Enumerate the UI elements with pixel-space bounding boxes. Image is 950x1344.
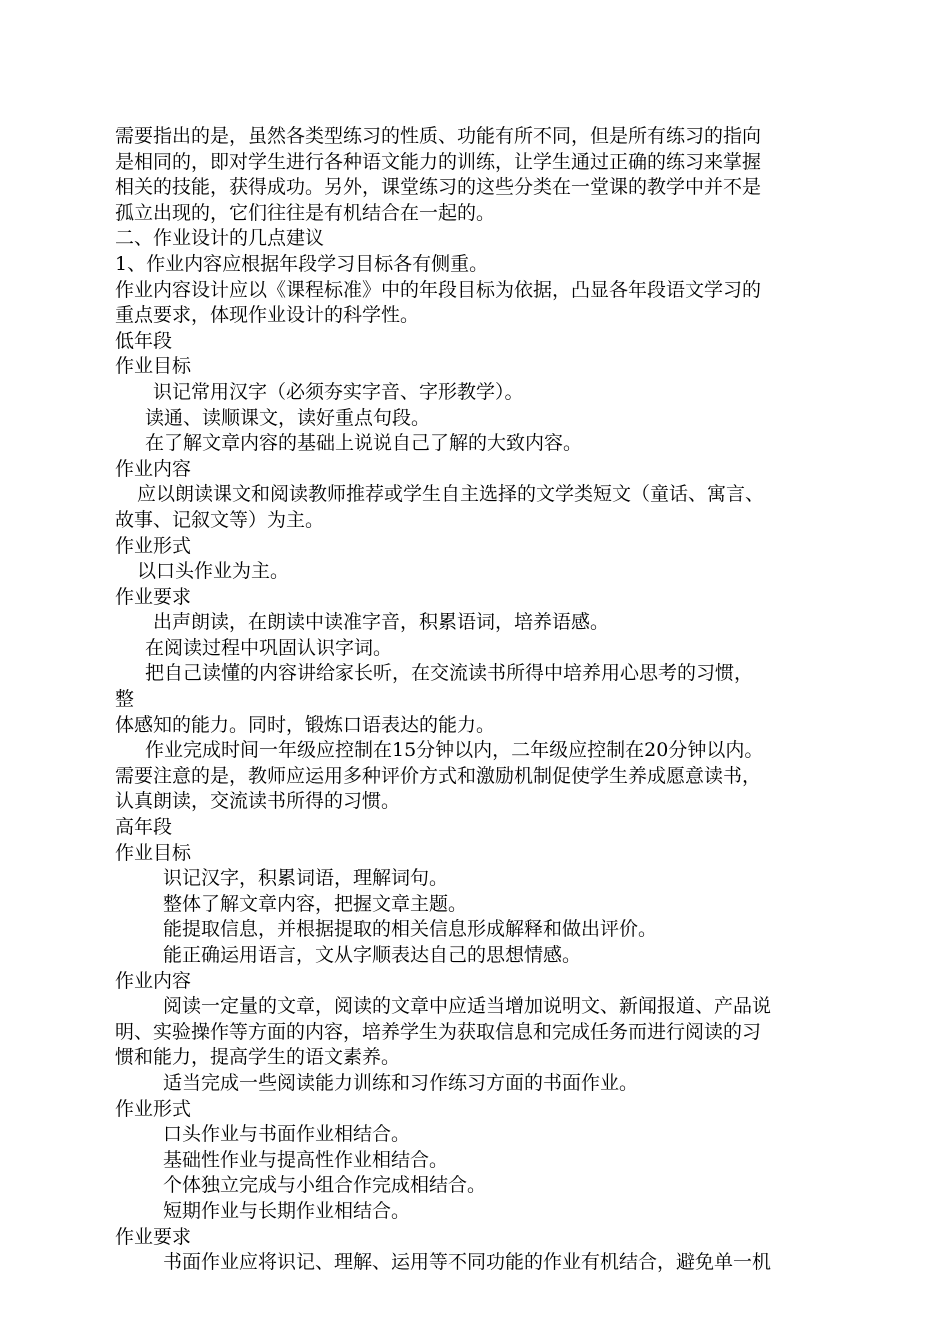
text-line: 作业目标 bbox=[115, 841, 192, 864]
text-line: 口头作业与书面作业相结合。 bbox=[163, 1123, 411, 1146]
document-body bbox=[115, 124, 865, 1276]
text-line: 出声朗读，在朗读中读准字音，积累语词，培养语感。 bbox=[153, 611, 610, 634]
text-line: 能提取信息，并根据提取的相关信息形成解释和做出评价。 bbox=[163, 918, 658, 941]
text-line: 需要注意的是，教师应运用多种评价方式和激励机制促使学生养成愿意读书， bbox=[115, 764, 762, 787]
text-line: 以口头作业为主。 bbox=[137, 560, 290, 583]
text-line: 重点要求，体现作业设计的科学性。 bbox=[115, 304, 420, 327]
text-line: 识记常用汉字（必须夯实字音、字形教学）。 bbox=[153, 380, 524, 403]
text-line: 个体独立完成与小组合作完成相结合。 bbox=[163, 1174, 487, 1197]
text-line: 整 bbox=[115, 688, 135, 711]
text-line: 适当完成一些阅读能力训练和习作练习方面的书面作业。 bbox=[163, 1071, 639, 1094]
text-line: 孤立出现的，它们往往是有机结合在一起的。 bbox=[115, 201, 496, 224]
text-line: 应以朗读课文和阅读教师推荐或学生自主选择的文学类短文（童话、寓言、 bbox=[137, 483, 765, 506]
text-line: 读通、读顺课文，读好重点句段。 bbox=[145, 406, 431, 429]
text-line: 作业形式 bbox=[115, 534, 192, 557]
text-line: 基础性作业与提高性作业相结合。 bbox=[163, 1148, 449, 1171]
text-line: 高年段 bbox=[115, 816, 173, 839]
text-line: 整体了解文章内容，把握文章主题。 bbox=[163, 892, 468, 915]
text-line: 作业要求 bbox=[115, 585, 192, 608]
text-line: 作业完成时间一年级应控制在15分钟以内，二年级应控制在20分钟以内。 bbox=[145, 739, 764, 762]
text-line: 需要指出的是，虽然各类型练习的性质、功能有所不同，但是所有练习的指向 bbox=[115, 125, 762, 147]
text-line: 在阅读过程中巩固认识字词。 bbox=[145, 636, 393, 659]
text-line: 二、作业设计的几点建议 bbox=[115, 227, 325, 250]
text-line: 故事、记叙文等）为主。 bbox=[115, 508, 325, 531]
text-line: 阅读一定量的文章，阅读的文章中应适当增加说明文、新闻报道、产品说 bbox=[163, 995, 772, 1018]
text-line: 是相同的，即对学生进行各种语文能力的训练，让学生通过正确的练习来掌握 bbox=[115, 150, 762, 173]
text-line: 短期作业与长期作业相结合。 bbox=[163, 1199, 411, 1222]
text-line: 认真朗读，交流读书所得的习惯。 bbox=[115, 790, 401, 813]
text-line: 作业要求 bbox=[115, 1225, 192, 1248]
text-line: 把自己读懂的内容讲给家长听，在交流读书所得中培养用心思考的习惯， bbox=[145, 662, 754, 685]
text-line: 作业目标 bbox=[115, 355, 192, 378]
text-line: 体感知的能力。同时，锻炼口语表达的能力。 bbox=[115, 713, 496, 736]
text-line: 惯和能力，提高学生的语文素养。 bbox=[115, 1046, 401, 1069]
text-line: 作业内容设计应以《课程标准》中的年段目标为依据，凸显各年段语文学习的 bbox=[115, 278, 762, 301]
text-line: 明、实验操作等方面的内容，培养学生为获取信息和完成任务而进行阅读的习 bbox=[115, 1020, 762, 1043]
text-line: 书面作业应将识记、理解、运用等不同功能的作业有机结合，避免单一机 bbox=[163, 1251, 772, 1274]
text-line: 在了解文章内容的基础上说说自己了解的大致内容。 bbox=[145, 432, 583, 455]
text-line: 相关的技能，获得成功。另外，课堂练习的这些分类在一堂课的教学中并不是 bbox=[115, 176, 762, 199]
text-line: 低年段 bbox=[115, 329, 173, 352]
text-line: 识记汉字，积累词语，理解词句。 bbox=[163, 867, 449, 890]
text-line: 作业形式 bbox=[115, 1097, 192, 1120]
text-line: 作业内容 bbox=[115, 457, 192, 480]
text-line: 1、作业内容应根据年段学习目标各有侧重。 bbox=[115, 252, 489, 275]
text-line: 能正确运用语言，文从字顺表达自己的思想情感。 bbox=[163, 944, 582, 966]
text-line: 作业内容 bbox=[115, 969, 192, 992]
